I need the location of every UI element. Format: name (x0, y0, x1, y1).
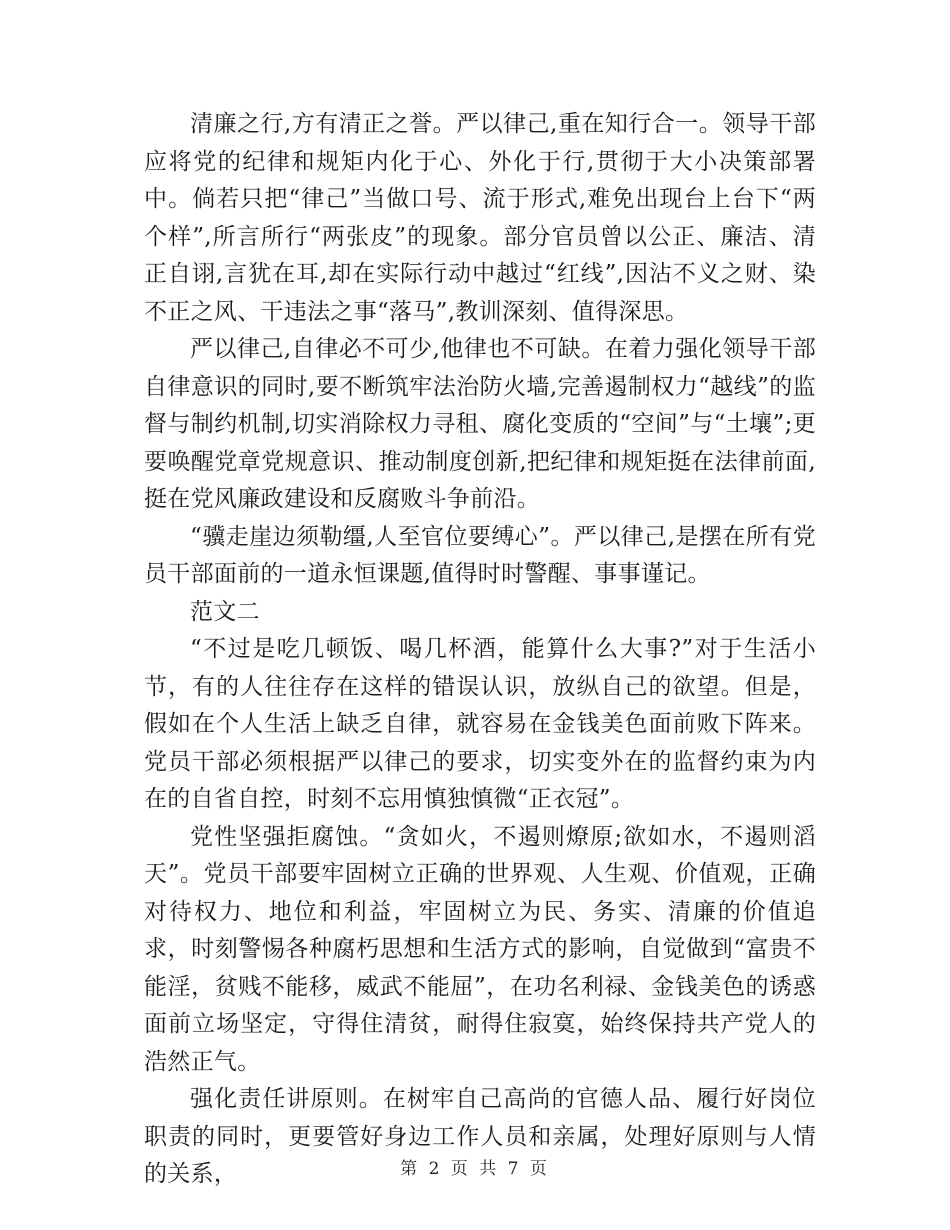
paragraph-3: “骥走崖边须勒缰,人至官位要缚心”。严以律己,是摆在所有党员干部面前的一道永恒课题,值得时时警醒、事事谨记。 (144, 523, 816, 587)
paragraph-5: 党性坚强拒腐蚀。“贪如火，不遏则燎原;欲如水，不遏则滔天”。党员干部要牢固树立正确的世界观、人生观、价值观，正确对待权力、地位和利益，牢固树立为民、务实、清廉的价值追求，时刻警惕各种腐朽思想和生活方式的影响，自觉做到“富贵不能淫，贫贱不能移，威武不能屈”，在功名利禄、金钱美色的诱惑面前立场坚定，守得住清贫，耐得住寂寞，始终保持共产党人的浩然正气。 (144, 823, 816, 1075)
document-body (144, 106, 816, 1194)
section-heading: 范文二 (190, 598, 260, 625)
page-number-footer: 第 2 页 共 7 页 (400, 1159, 550, 1179)
paragraph-6: 强化责任讲原则。在树牢自己高尚的官德人品、履行好岗位职责的同时，更要管好身边工作人员和亲属，处理好原则与人情的关系， (144, 1086, 816, 1187)
paragraph-1: 清廉之行,方有清正之誉。严以律己,重在知行合一。领导干部应将党的纪律和规矩内化于心、外化于行,贯彻于大小决策部署中。倘若只把“律己”当做口号、流于形式,难免出现台上台下“两个样”,所言所行“两张皮”的现象。部分官员曾以公正、廉洁、清正自诩,言犹在耳,却在实际行动中越过“红线”,因沾不义之财、染不正之风、干违法之事“落马”,教训深刻、值得深思。 (144, 111, 816, 325)
paragraph-4: “不过是吃几顿饭、喝几杯酒，能算什么大事?”对于生活小节，有的人往往存在这样的错误认识，放纵自己的欲望。但是，假如在个人生活上缺乏自律，就容易在金钱美色面前败下阵来。党员干部必须根据严以律己的要求，切实变外在的监督约束为内在的自省自控，时刻不忘用慎独慎微“正衣冠”。 (144, 636, 816, 812)
paragraph-2: 严以律己,自律必不可少,他律也不可缺。在着力强化领导干部自律意识的同时,要不断筑牢法治防火墙,完善遏制权力“越线”的监督与制约机制,切实消除权力寻租、腐化变质的“空间”与“土壤”;更要唤醒党章党规意识、推动制度创新,把纪律和规矩挺在法律前面,挺在党风廉政建设和反腐败斗争前沿。 (144, 336, 816, 512)
